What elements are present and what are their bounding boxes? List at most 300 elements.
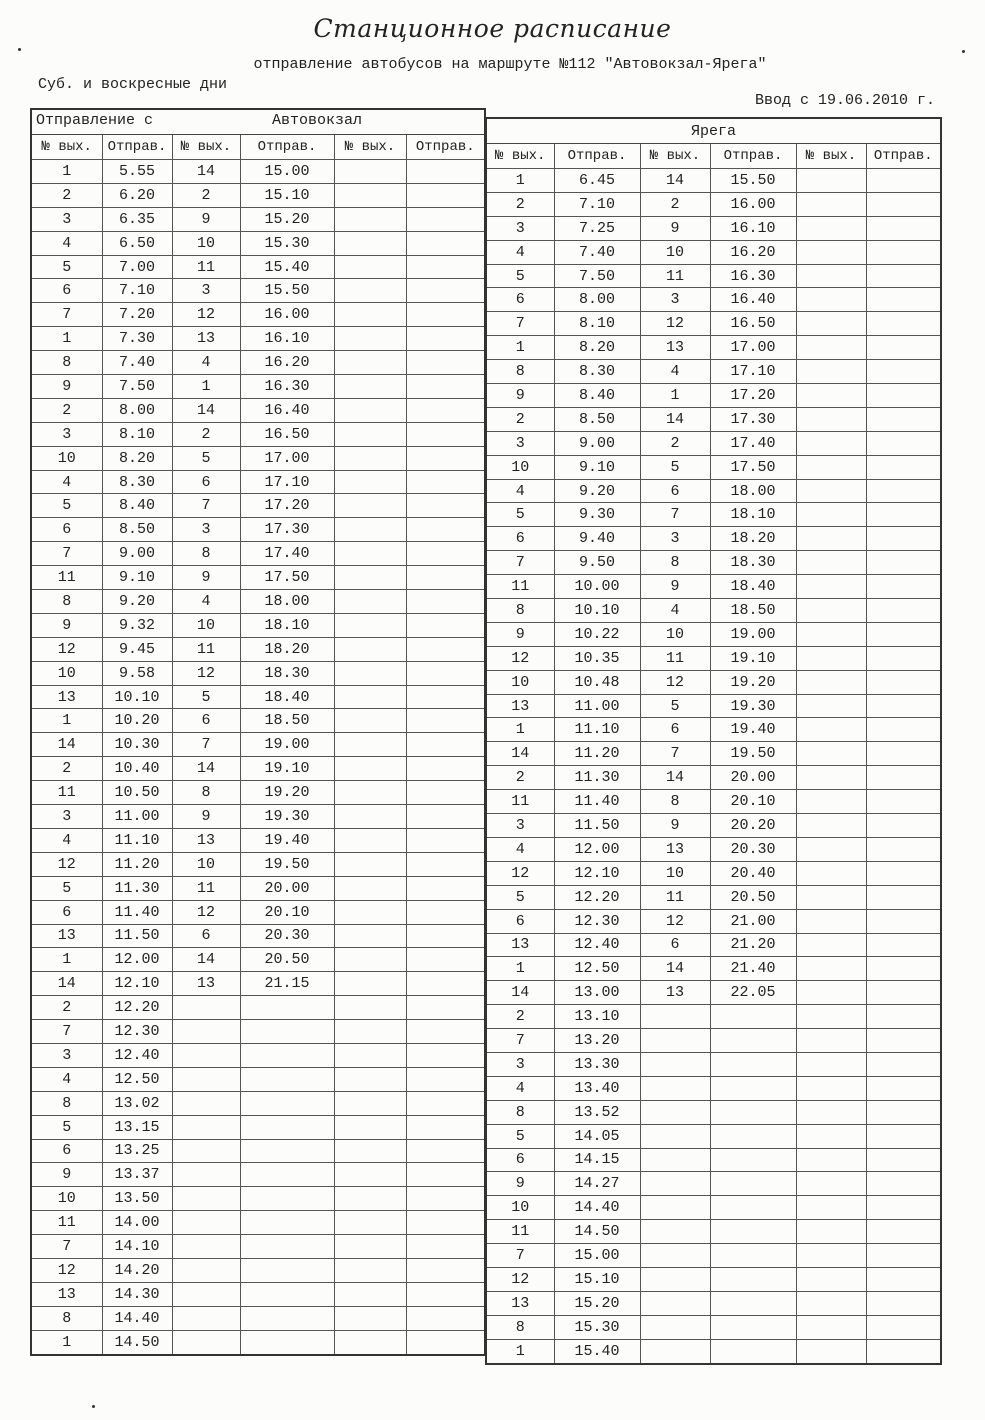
departure-time — [866, 599, 940, 623]
run-number — [172, 1187, 240, 1211]
run-number: 12 — [487, 1267, 554, 1291]
run-number — [796, 981, 866, 1005]
run-number — [172, 1306, 240, 1330]
run-number — [172, 1258, 240, 1282]
run-number: 6 — [640, 479, 710, 503]
run-number — [334, 852, 406, 876]
departure-time: 7.40 — [554, 240, 640, 264]
departure-time — [866, 1148, 940, 1172]
departure-time: 18.30 — [240, 661, 334, 685]
run-number: 7 — [32, 1020, 102, 1044]
run-number — [796, 503, 866, 527]
run-number — [334, 1235, 406, 1259]
run-number — [334, 1020, 406, 1044]
departure-time: 14.15 — [554, 1148, 640, 1172]
run-number: 6 — [172, 470, 240, 494]
schedule-row — [32, 422, 484, 446]
run-number: 1 — [32, 1330, 102, 1353]
run-number: 9 — [487, 622, 554, 646]
station-header — [487, 119, 940, 144]
departure-time: 17.10 — [240, 470, 334, 494]
departure-time: 19.20 — [240, 781, 334, 805]
run-number: 1 — [32, 709, 102, 733]
departure-time: 9.20 — [554, 479, 640, 503]
departure-time: 7.20 — [102, 303, 172, 327]
departure-time: 9.20 — [102, 590, 172, 614]
schedule-row — [487, 264, 940, 288]
schedule-row — [487, 909, 940, 933]
departure-time: 8.40 — [102, 494, 172, 518]
run-number — [172, 1115, 240, 1139]
schedule-row — [32, 1330, 484, 1353]
schedule-row — [487, 192, 940, 216]
schedule-row — [487, 1220, 940, 1244]
run-number — [334, 781, 406, 805]
departure-time: 8.50 — [554, 407, 640, 431]
run-number: 11 — [32, 566, 102, 590]
departure-time: 7.25 — [554, 216, 640, 240]
departure-time — [406, 542, 484, 566]
departure-time — [866, 981, 940, 1005]
run-number: 4 — [487, 1076, 554, 1100]
departure-time: 9.58 — [102, 661, 172, 685]
run-number: 9 — [32, 375, 102, 399]
run-number: 6 — [32, 1139, 102, 1163]
schedule-row — [32, 255, 484, 279]
schedule-row — [32, 351, 484, 375]
schedule-row — [487, 336, 940, 360]
run-number: 3 — [32, 207, 102, 231]
run-number: 13 — [640, 336, 710, 360]
departure-time: 18.40 — [710, 575, 796, 599]
departure-time — [406, 781, 484, 805]
run-number — [334, 613, 406, 637]
schedule-row — [32, 566, 484, 590]
run-number — [334, 637, 406, 661]
run-number: 9 — [487, 1172, 554, 1196]
schedule-row — [487, 622, 940, 646]
schedule-row — [32, 805, 484, 829]
run-number: 7 — [32, 303, 102, 327]
run-number — [172, 1067, 240, 1091]
run-number — [334, 661, 406, 685]
departure-time — [406, 351, 484, 375]
run-number: 13 — [172, 972, 240, 996]
run-number: 6 — [32, 279, 102, 303]
departure-time — [710, 1220, 796, 1244]
run-number — [334, 924, 406, 948]
departure-time: 8.10 — [554, 312, 640, 336]
departure-time: 14.20 — [102, 1258, 172, 1282]
departure-time: 15.40 — [554, 1339, 640, 1362]
run-number — [334, 207, 406, 231]
run-number — [796, 790, 866, 814]
run-number: 7 — [640, 503, 710, 527]
run-number — [640, 1005, 710, 1029]
schedule-row — [487, 312, 940, 336]
departure-time: 13.02 — [102, 1091, 172, 1115]
run-number: 4 — [32, 828, 102, 852]
departure-time — [406, 375, 484, 399]
schedule-row — [487, 1029, 940, 1053]
run-number: 6 — [487, 527, 554, 551]
run-number: 3 — [487, 814, 554, 838]
departure-time: 10.50 — [102, 781, 172, 805]
run-number — [334, 876, 406, 900]
schedule-row — [32, 900, 484, 924]
departure-time: 21.40 — [710, 957, 796, 981]
departure-time — [406, 661, 484, 685]
departure-time: 14.50 — [102, 1330, 172, 1353]
run-number: 14 — [640, 407, 710, 431]
departure-time: 11.00 — [554, 694, 640, 718]
schedule-row — [487, 431, 940, 455]
run-number — [796, 431, 866, 455]
schedule-row — [487, 551, 940, 575]
departure-time — [710, 1124, 796, 1148]
departure-time — [406, 1187, 484, 1211]
run-number: 12 — [172, 303, 240, 327]
run-number: 10 — [32, 661, 102, 685]
schedule-row — [487, 718, 940, 742]
run-number: 7 — [640, 742, 710, 766]
departure-time: 11.50 — [554, 814, 640, 838]
departure-time: 19.30 — [710, 694, 796, 718]
departure-time: 10.00 — [554, 575, 640, 599]
departure-time: 16.10 — [240, 327, 334, 351]
run-number — [796, 169, 866, 193]
departure-time: 8.10 — [102, 422, 172, 446]
run-number — [334, 422, 406, 446]
schedule-row — [487, 1339, 940, 1362]
departure-time — [866, 718, 940, 742]
departure-time: 7.10 — [554, 192, 640, 216]
run-number — [796, 1220, 866, 1244]
run-number — [172, 1235, 240, 1259]
departure-time: 11.40 — [554, 790, 640, 814]
run-number: 4 — [32, 470, 102, 494]
departure-time — [710, 1339, 796, 1362]
departure-time: 8.20 — [554, 336, 640, 360]
departure-time — [406, 160, 484, 184]
schedule-row — [487, 814, 940, 838]
run-number — [334, 685, 406, 709]
departure-time: 9.32 — [102, 613, 172, 637]
departure-time — [866, 264, 940, 288]
departure-time — [406, 327, 484, 351]
departure-time — [710, 1196, 796, 1220]
run-number: 1 — [487, 336, 554, 360]
departure-time — [710, 1052, 796, 1076]
run-number: 5 — [32, 255, 102, 279]
run-number — [796, 933, 866, 957]
run-number — [796, 957, 866, 981]
schedule-row — [32, 1067, 484, 1091]
run-number: 7 — [32, 542, 102, 566]
days-note: Суб. и воскресные дни — [38, 76, 228, 93]
run-number: 9 — [640, 216, 710, 240]
departure-time — [866, 1291, 940, 1315]
schedule-row — [32, 996, 484, 1020]
schedule-row — [32, 1187, 484, 1211]
departure-time — [406, 972, 484, 996]
run-number — [334, 948, 406, 972]
col-header-time: Отправ. — [866, 144, 940, 169]
departure-time — [710, 1291, 796, 1315]
schedule-row — [32, 1306, 484, 1330]
departure-time: 13.15 — [102, 1115, 172, 1139]
departure-time: 11.30 — [102, 876, 172, 900]
run-number: 14 — [172, 948, 240, 972]
schedule-row — [32, 852, 484, 876]
departure-time: 6.35 — [102, 207, 172, 231]
run-number — [334, 542, 406, 566]
schedule-row — [32, 685, 484, 709]
schedule-row — [487, 527, 940, 551]
departure-time: 13.00 — [554, 981, 640, 1005]
departure-time — [406, 183, 484, 207]
schedule-row — [487, 288, 940, 312]
run-number — [796, 1196, 866, 1220]
run-number: 2 — [172, 422, 240, 446]
departure-time — [406, 1163, 484, 1187]
departure-time — [866, 216, 940, 240]
departure-time — [866, 861, 940, 885]
run-number — [796, 1124, 866, 1148]
run-number — [172, 1139, 240, 1163]
run-number: 14 — [640, 766, 710, 790]
run-number: 7 — [172, 494, 240, 518]
run-number — [172, 1211, 240, 1235]
run-number: 12 — [487, 646, 554, 670]
departure-time: 12.40 — [102, 1043, 172, 1067]
departure-time: 11.30 — [554, 766, 640, 790]
run-number: 12 — [172, 900, 240, 924]
departure-time: 12.00 — [102, 948, 172, 972]
run-number: 11 — [487, 575, 554, 599]
departure-time — [866, 670, 940, 694]
run-number — [172, 996, 240, 1020]
departure-time: 6.45 — [554, 169, 640, 193]
run-number — [334, 327, 406, 351]
schedule-table — [32, 135, 484, 1354]
run-number — [334, 733, 406, 757]
departure-time: 10.35 — [554, 646, 640, 670]
run-number — [334, 183, 406, 207]
departure-time — [866, 1124, 940, 1148]
run-number: 9 — [640, 814, 710, 838]
departure-time: 18.40 — [240, 685, 334, 709]
departure-time: 15.30 — [554, 1315, 640, 1339]
schedule-row — [487, 407, 940, 431]
run-number — [640, 1029, 710, 1053]
run-number: 13 — [487, 933, 554, 957]
departure-time: 14.10 — [102, 1235, 172, 1259]
departure-time — [406, 948, 484, 972]
departure-time — [406, 1258, 484, 1282]
departure-label: Отправление с — [36, 112, 154, 129]
station-name: Ярега — [690, 123, 736, 140]
departure-time: 7.10 — [102, 279, 172, 303]
departure-time: 9.00 — [102, 542, 172, 566]
departure-time — [406, 1043, 484, 1067]
scan-speck — [962, 50, 965, 53]
run-number: 1 — [172, 375, 240, 399]
departure-time — [240, 1163, 334, 1187]
run-number: 6 — [32, 518, 102, 542]
departure-time: 5.55 — [102, 160, 172, 184]
departure-time: 17.00 — [710, 336, 796, 360]
run-number — [796, 1148, 866, 1172]
run-number: 1 — [487, 957, 554, 981]
departure-time: 16.20 — [240, 351, 334, 375]
departure-time: 11.10 — [102, 828, 172, 852]
schedule-row — [32, 375, 484, 399]
departure-time: 8.00 — [554, 288, 640, 312]
run-number: 8 — [487, 1100, 554, 1124]
run-number: 1 — [640, 384, 710, 408]
schedule-row — [487, 1005, 940, 1029]
departure-time — [866, 360, 940, 384]
departure-time — [406, 757, 484, 781]
departure-time — [866, 407, 940, 431]
run-number: 2 — [487, 1005, 554, 1029]
run-number — [796, 551, 866, 575]
departure-time: 20.00 — [240, 876, 334, 900]
schedule-row — [32, 398, 484, 422]
run-number: 12 — [32, 852, 102, 876]
run-number: 5 — [172, 446, 240, 470]
run-number: 4 — [640, 360, 710, 384]
departure-time — [866, 1172, 940, 1196]
departure-time — [866, 1029, 940, 1053]
departure-time: 11.20 — [554, 742, 640, 766]
schedule-row — [487, 169, 940, 193]
run-number — [796, 336, 866, 360]
run-number — [796, 360, 866, 384]
run-number — [334, 398, 406, 422]
departure-time: 16.00 — [240, 303, 334, 327]
run-number: 2 — [172, 183, 240, 207]
run-number: 2 — [32, 996, 102, 1020]
departure-time: 10.20 — [102, 709, 172, 733]
departure-time — [710, 1100, 796, 1124]
departure-time: 15.40 — [240, 255, 334, 279]
departure-time — [406, 398, 484, 422]
schedule-row — [32, 637, 484, 661]
run-number — [334, 757, 406, 781]
run-number: 6 — [640, 933, 710, 957]
departure-time: 13.20 — [554, 1029, 640, 1053]
schedule-row — [487, 240, 940, 264]
schedule-row — [487, 1076, 940, 1100]
schedule-row — [32, 1091, 484, 1115]
departure-time — [866, 1315, 940, 1339]
run-number — [334, 1330, 406, 1353]
run-number — [334, 828, 406, 852]
departure-time: 20.00 — [710, 766, 796, 790]
departure-time: 9.10 — [554, 455, 640, 479]
page-title: Станционное расписание — [313, 14, 672, 43]
run-number: 10 — [172, 613, 240, 637]
run-number — [796, 216, 866, 240]
departure-time: 17.30 — [710, 407, 796, 431]
schedule-row — [32, 183, 484, 207]
departure-time: 17.20 — [710, 384, 796, 408]
departure-time — [406, 590, 484, 614]
run-number — [796, 1339, 866, 1362]
run-number: 3 — [487, 431, 554, 455]
run-number: 10 — [487, 455, 554, 479]
run-number: 2 — [640, 192, 710, 216]
departure-time: 14.50 — [554, 1220, 640, 1244]
departure-time: 17.40 — [710, 431, 796, 455]
run-number: 4 — [487, 479, 554, 503]
col-header-time: Отправ. — [710, 144, 796, 169]
departure-time: 13.50 — [102, 1187, 172, 1211]
run-number: 3 — [487, 216, 554, 240]
run-number: 14 — [172, 160, 240, 184]
departure-time — [406, 566, 484, 590]
departure-time — [866, 455, 940, 479]
departure-time: 18.30 — [710, 551, 796, 575]
run-number: 4 — [172, 590, 240, 614]
departure-time: 6.50 — [102, 231, 172, 255]
run-number — [640, 1291, 710, 1315]
run-number: 9 — [172, 207, 240, 231]
run-number: 8 — [32, 351, 102, 375]
run-number: 4 — [32, 231, 102, 255]
run-number: 11 — [172, 876, 240, 900]
run-number: 14 — [640, 957, 710, 981]
departure-time: 13.52 — [554, 1100, 640, 1124]
run-number — [334, 590, 406, 614]
departure-time — [866, 1244, 940, 1268]
departure-time: 15.00 — [240, 160, 334, 184]
departure-time — [866, 431, 940, 455]
departure-time: 10.40 — [102, 757, 172, 781]
schedule-row — [32, 757, 484, 781]
run-number: 10 — [487, 1196, 554, 1220]
departure-time: 12.50 — [554, 957, 640, 981]
departure-time: 12.30 — [102, 1020, 172, 1044]
departure-time — [406, 852, 484, 876]
departure-time: 15.00 — [554, 1244, 640, 1268]
departure-time: 16.30 — [240, 375, 334, 399]
departure-time: 10.48 — [554, 670, 640, 694]
run-number: 1 — [487, 1339, 554, 1362]
departure-time: 17.50 — [710, 455, 796, 479]
departure-time: 15.20 — [554, 1291, 640, 1315]
schedule-row — [487, 479, 940, 503]
schedule-row — [487, 694, 940, 718]
departure-time — [866, 312, 940, 336]
run-number — [334, 1043, 406, 1067]
run-number: 7 — [487, 1029, 554, 1053]
departure-time: 6.20 — [102, 183, 172, 207]
run-number: 12 — [32, 1258, 102, 1282]
departure-time — [866, 885, 940, 909]
run-number — [334, 351, 406, 375]
departure-time: 8.30 — [554, 360, 640, 384]
run-number: 10 — [640, 861, 710, 885]
departure-time: 16.00 — [710, 192, 796, 216]
departure-time — [406, 900, 484, 924]
schedule-row — [487, 1315, 940, 1339]
departure-time — [866, 766, 940, 790]
run-number — [334, 303, 406, 327]
run-number: 1 — [487, 718, 554, 742]
